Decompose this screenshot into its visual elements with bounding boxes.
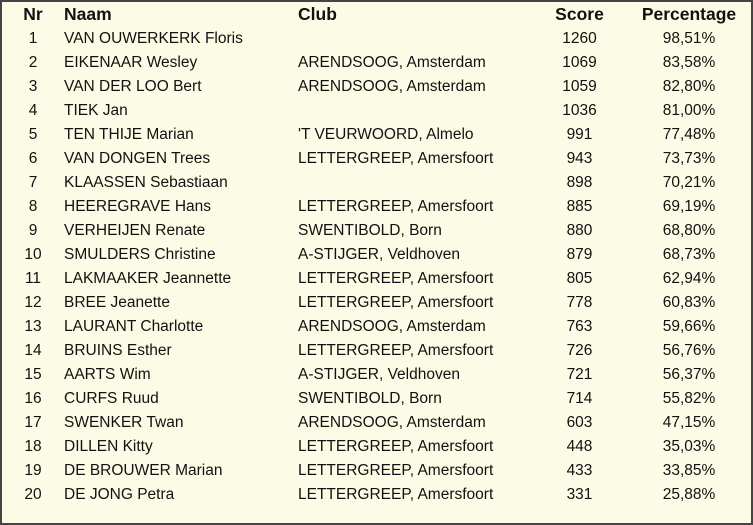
cell-score: 1059 [562,78,597,95]
cell-naam: SWENKER Twan [64,414,184,431]
cell-club: LETTERGREEP, Amersfoort [298,270,494,287]
table-row [2,99,751,123]
table-row [2,339,751,363]
cell-naam: BREE Jeanette [64,294,170,311]
cell-club: SWENTIBOLD, Born [298,222,442,239]
cell-score: 448 [566,438,593,455]
cell-percentage: 73,73% [662,150,716,167]
header-nr: Nr [23,4,43,24]
header-score: Score [555,4,604,24]
table-row [2,123,751,147]
ranking-table [2,2,751,507]
cell-percentage: 55,82% [662,390,716,407]
cell-score: 943 [566,150,593,167]
cell-percentage: 47,15% [662,414,716,431]
cell-nr: 10 [24,246,42,263]
cell-naam: BRUINS Esther [64,342,172,359]
cell-club: A-STIJGER, Veldhoven [298,366,460,383]
cell-score: 763 [566,318,593,335]
cell-nr: 16 [24,390,42,407]
cell-nr: 7 [28,174,38,191]
cell-club: LETTERGREEP, Amersfoort [298,342,494,359]
cell-score: 880 [566,222,593,239]
cell-naam: VERHEIJEN Renate [64,222,206,239]
cell-naam: EIKENAAR Wesley [64,54,198,71]
cell-naam: KLAASSEN Sebastiaan [64,174,228,191]
header-naam: Naam [64,4,112,24]
cell-percentage: 60,83% [662,294,716,311]
cell-score: 885 [566,198,593,215]
table-row [2,315,751,339]
cell-nr: 6 [28,150,38,167]
cell-percentage: 56,37% [662,366,716,383]
cell-naam: TIEK Jan [64,102,128,119]
table-row [2,387,751,411]
table-row [2,195,751,219]
cell-score: 714 [566,390,593,407]
cell-nr: 12 [24,294,42,311]
cell-percentage: 59,66% [662,318,716,335]
cell-score: 898 [566,174,593,191]
table-row [2,363,751,387]
cell-nr: 1 [28,30,38,47]
table-row [2,243,751,267]
cell-score: 1260 [562,30,597,47]
header-percentage: Percentage [641,4,737,24]
cell-naam: DE BROUWER Marian [64,462,223,479]
cell-percentage: 70,21% [662,174,716,191]
cell-score: 805 [566,270,593,287]
cell-percentage: 83,58% [662,54,716,71]
cell-percentage: 25,88% [662,486,716,503]
cell-score: 433 [566,462,593,479]
cell-score: 726 [566,342,593,359]
cell-score: 1069 [562,54,597,71]
cell-naam: VAN OUWERKERK Floris [64,30,243,47]
header-row [2,2,751,27]
table-row [2,27,751,51]
cell-club [298,99,532,123]
cell-club: LETTERGREEP, Amersfoort [298,486,494,503]
cell-nr: 14 [24,342,42,359]
cell-score: 603 [566,414,593,431]
table-row [2,51,751,75]
cell-naam: HEEREGRAVE Hans [64,198,212,215]
cell-score: 1036 [562,102,597,119]
table-row [2,171,751,195]
table-row [2,291,751,315]
cell-percentage: 82,80% [662,78,716,95]
cell-naam: LAKMAAKER Jeannette [64,270,232,287]
table-row [2,411,751,435]
cell-club: LETTERGREEP, Amersfoort [298,462,494,479]
cell-nr: 20 [24,486,42,503]
cell-nr: 11 [24,270,42,287]
cell-club: SWENTIBOLD, Born [298,390,442,407]
cell-nr: 3 [28,78,38,95]
cell-club: LETTERGREEP, Amersfoort [298,198,494,215]
table-row [2,75,751,99]
cell-naam: VAN DONGEN Trees [64,150,211,167]
cell-nr: 19 [24,462,42,479]
cell-club: ARENDSOOG, Amsterdam [298,78,486,95]
cell-score: 778 [566,294,593,311]
cell-club: LETTERGREEP, Amersfoort [298,150,494,167]
cell-nr: 17 [24,414,42,431]
cell-club: A-STIJGER, Veldhoven [298,246,460,263]
table-row [2,483,751,507]
cell-percentage: 69,19% [662,198,716,215]
table-row [2,219,751,243]
cell-club: ARENDSOOG, Amsterdam [298,318,486,335]
table-row [2,267,751,291]
cell-naam: LAURANT Charlotte [64,318,204,335]
cell-score: 879 [566,246,593,263]
cell-nr: 2 [28,54,38,71]
cell-club: LETTERGREEP, Amersfoort [298,438,494,455]
table-row [2,459,751,483]
cell-nr: 8 [28,198,38,215]
cell-percentage: 35,03% [662,438,716,455]
cell-percentage: 81,00% [662,102,716,119]
cell-nr: 13 [24,318,42,335]
cell-naam: TEN THIJE Marian [64,126,194,143]
cell-percentage: 98,51% [662,30,716,47]
cell-club: 'T VEURWOORD, Almelo [298,126,474,143]
table-row [2,435,751,459]
cell-nr: 18 [24,438,42,455]
cell-club [298,171,532,195]
cell-percentage: 56,76% [662,342,716,359]
cell-naam: AARTS Wim [64,366,151,383]
cell-naam: SMULDERS Christine [64,246,216,263]
cell-naam: DILLEN Kitty [64,438,153,455]
cell-club [298,27,532,51]
cell-score: 991 [566,126,593,143]
cell-percentage: 62,94% [662,270,716,287]
cell-club: ARENDSOOG, Amsterdam [298,54,486,71]
cell-club: LETTERGREEP, Amersfoort [298,294,494,311]
cell-naam: VAN DER LOO Bert [64,78,202,95]
cell-nr: 4 [28,102,38,119]
header-club: Club [298,4,337,24]
cell-score: 721 [566,366,593,383]
cell-nr: 15 [24,366,42,383]
cell-score: 331 [566,486,593,503]
cell-naam: CURFS Ruud [64,390,159,407]
cell-percentage: 77,48% [662,126,716,143]
cell-percentage: 68,73% [662,246,716,263]
cell-nr: 5 [28,126,38,143]
cell-naam: DE JONG Petra [64,486,175,503]
cell-club: ARENDSOOG, Amsterdam [298,414,486,431]
cell-nr: 9 [28,222,38,239]
table-row [2,147,751,171]
cell-percentage: 33,85% [662,462,716,479]
cell-percentage: 68,80% [662,222,716,239]
